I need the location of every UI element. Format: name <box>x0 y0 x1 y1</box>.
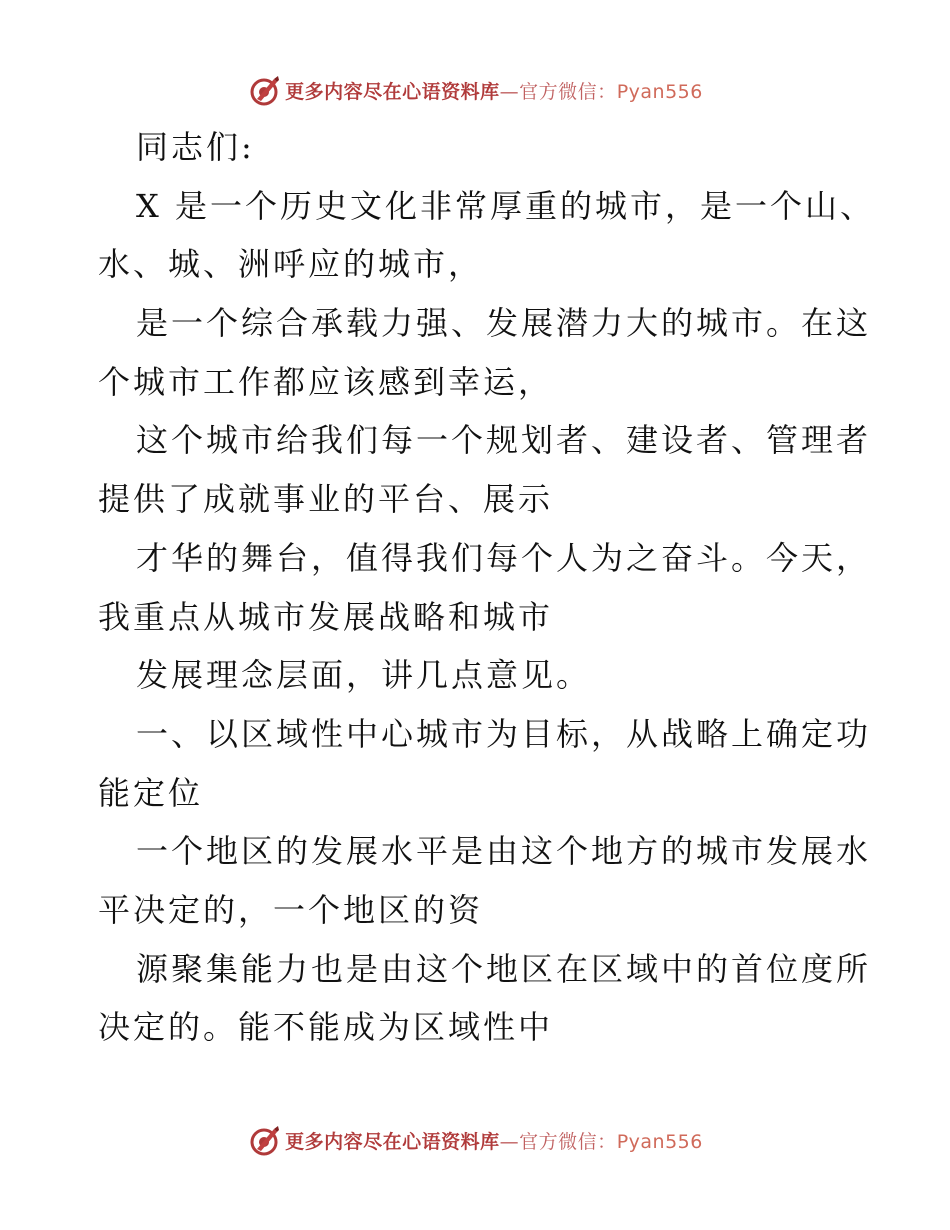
text-line: 才华的舞台，值得我们每个人为之奋斗。今天， <box>136 538 872 577</box>
header-watermark <box>0 70 950 110</box>
text-line: 源聚集能力也是由这个地区在区域中的首位度所 <box>136 949 872 988</box>
watermark-dash: — <box>499 80 520 103</box>
text-line: 是一个综合承载力强、发展潜力大的城市。在这 <box>136 304 872 343</box>
watermark-tail: 官方微信： <box>519 80 617 103</box>
text-line: 一、以区域性中心城市为目标，从战略上确定功 <box>136 714 872 753</box>
text-line: 这个城市给我们每一个规划者、建设者、管理者 <box>136 421 872 460</box>
pen-logo-icon <box>247 1123 281 1157</box>
watermark-dash: — <box>499 1130 520 1153</box>
text-line: 发展理念层面，讲几点意见。 <box>136 656 592 695</box>
watermark-id: Pyan556 <box>616 1130 703 1153</box>
text-line: 我重点从城市发展战略和城市 <box>98 597 554 636</box>
pen-logo-icon <box>247 73 281 107</box>
text-line: 决定的。能不能成为区域性中 <box>98 1008 554 1047</box>
text-line: 平决定的，一个地区的资 <box>98 890 484 929</box>
text-line: 提供了成就事业的平台、展示 <box>98 480 554 519</box>
text-line: 一个地区的发展水平是由这个地方的城市发展水 <box>136 832 872 871</box>
watermark-brand: 更多内容尽在心语资料库 <box>285 80 500 103</box>
text-line: 个城市工作都应该感到幸运， <box>98 362 554 401</box>
text-line: 水、城、洲呼应的城市， <box>98 245 484 284</box>
text-line: X 是一个历史文化非常厚重的城市，是一个山、 <box>136 186 875 225</box>
text-line: 能定位 <box>98 773 204 812</box>
watermark-id: Pyan556 <box>616 80 703 103</box>
document-body <box>98 118 875 1057</box>
watermark-text <box>285 77 703 104</box>
footer-watermark <box>0 1120 950 1160</box>
watermark-tail: 官方微信： <box>519 1130 617 1153</box>
watermark-text <box>285 1127 703 1154</box>
watermark-brand: 更多内容尽在心语资料库 <box>285 1130 500 1153</box>
text-line: 同志们: <box>136 128 255 166</box>
